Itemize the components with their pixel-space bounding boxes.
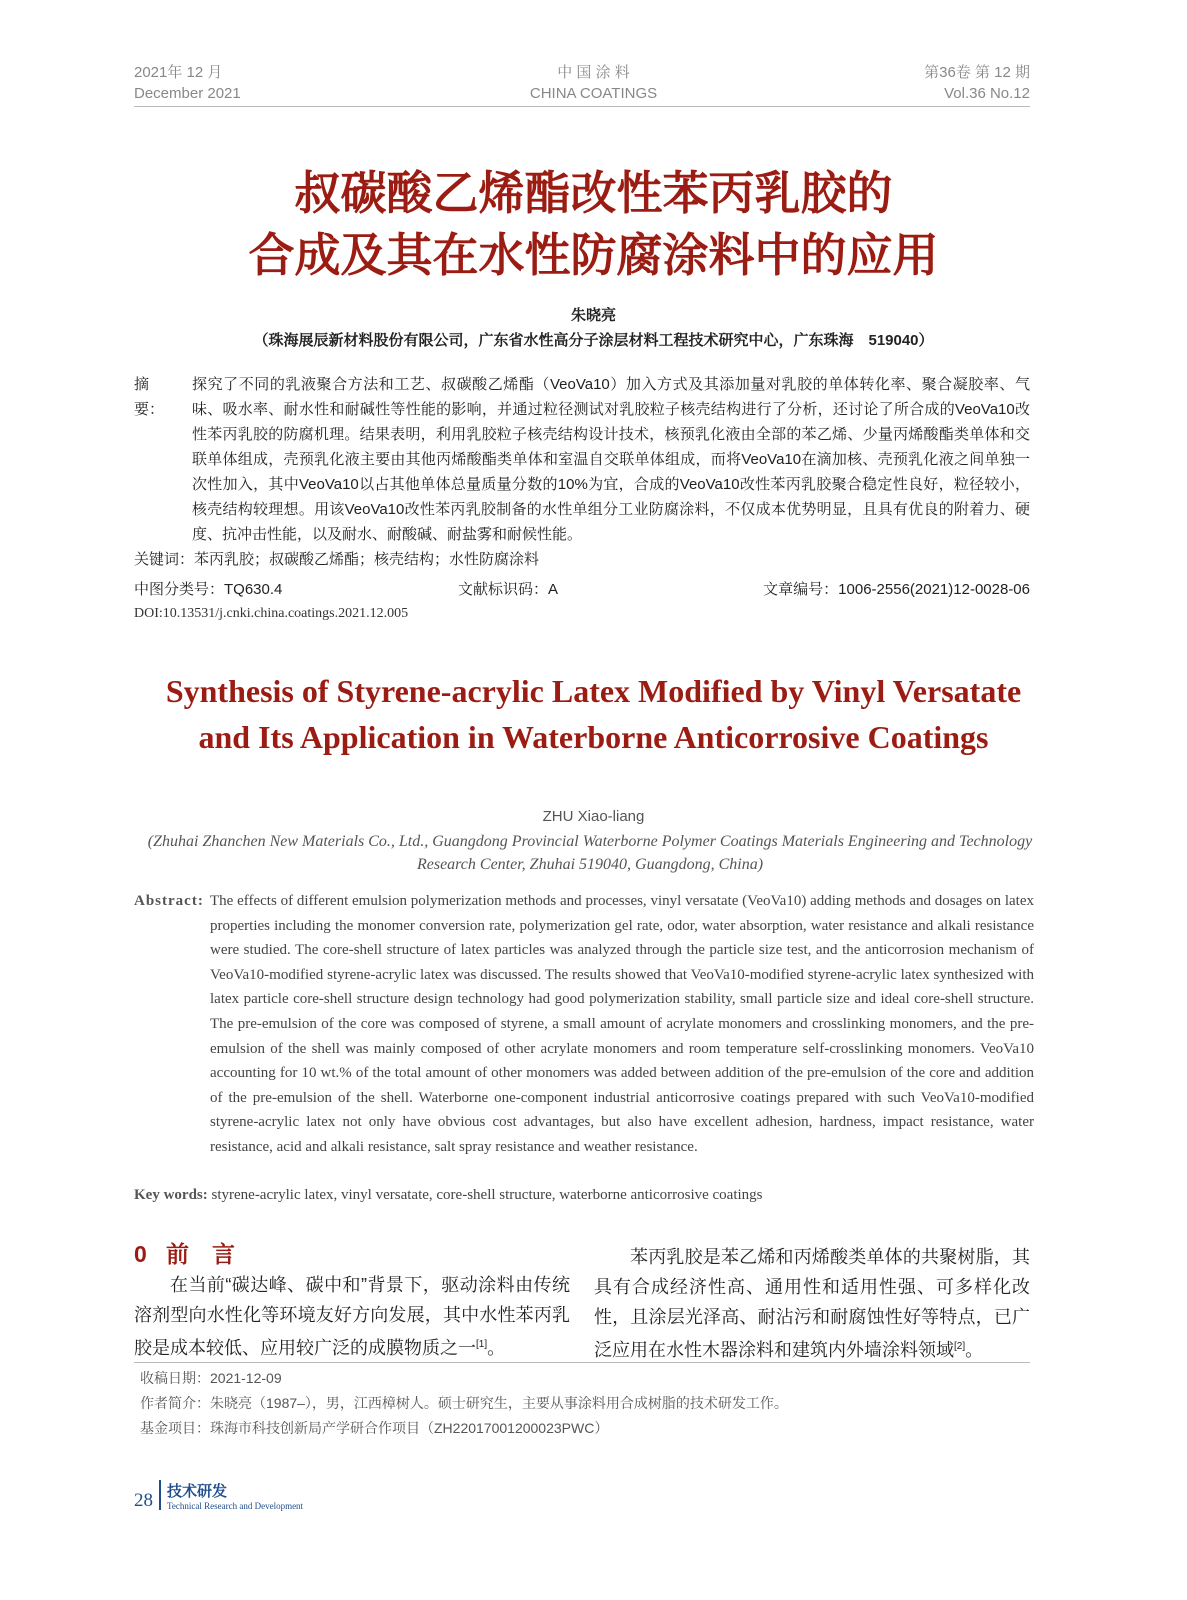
volume-cn: 第36卷 第 12 期 [924,64,1030,81]
abstract-en-label: Abstract: [134,893,204,909]
page-number: 28 [134,1490,153,1511]
page-footer [134,1478,303,1512]
author-bio: 作者简介：朱晓亮（1987–），男，江西樟树人。硕士研究生，主要从事涂料用合成树脂的技术研发工作。 [140,1395,788,1411]
title-cn [0,162,1187,286]
author-cn: 朱晓亮 [570,307,616,324]
abstract-cn-text: 探究了不同的乳液聚合方法和工艺、叔碳酸乙烯酯（VeoVa10）加入方式及其添加量对乳胶的单体转化率、聚合凝胶率、气味、吸水率、耐水性和耐碱性等性能的影响，并通过粒径测试对乳胶粒子核壳结构进行了分析，还讨论了所合成的VeoVa10改性苯丙乳胶的防腐机理。结果表明，利用乳胶粒子核壳结构设计技术，核预乳化液由全部的苯乙烯、少量丙烯酸酯类单体和交联单体组成，壳预乳化液主要由其他丙烯酸酯类单体和室温自交联单体组成，而将VeoVa10在滴加核、壳预乳化液之间单独一次性加入，其中VeoVa10以占其他单体总量质量分数的10%为宜，合成的VeoVa10改性苯丙乳胶聚合稳定性良好，粒径较小，核壳结构较理想。用该VeoVa10改性苯丙乳胶制备的水性单组分工业防腐涂料，不仅成本优势明显，且具有优良的附着力、硬度、抗冲击性能，以及耐水、耐酸碱、耐盐雾和耐候性能。 [192,376,1030,543]
keywords-cn: 关键词：苯丙乳胶；叔碳酸乙烯酯；核壳结构；水性防腐涂料 [134,551,540,568]
body-left-column [134,1270,570,1363]
keywords-en-text: styrene-acrylic latex, vinyl versatate, core-shell structure, waterborne anticorrosive coatings [211,1187,763,1203]
title-cn-line: 叔碳酸乙烯酯改性苯丙乳胶的 [294,167,893,219]
article-number: 文章编号：1006-2556(2021)12-0028-06 [763,581,1030,598]
volume-en: Vol.36 No.12 [944,85,1030,102]
abstract-cn [134,372,1030,547]
funding: 基金项目：珠海市科技创新局产学研合作项目（ZH22017001200023PWC） [140,1420,609,1436]
section-number: 0 [134,1241,147,1267]
header-volume [924,62,1030,104]
body-text-end: 。 [487,1338,506,1358]
affiliation-en: (Zhuhai Zhanchen New Materials Co., Ltd., Guangdong Provincial Waterborne Polymer Coatings Materials Engineering and Technology Research Center, Zhuhai 519040, Guangdong, China) [147,833,1033,873]
section-title: 前 言 [165,1241,235,1267]
document-code: 文献标识码：A [458,581,559,598]
footer-section-en: Technical Research and Development [167,1500,304,1511]
journal-cn: 中 国 涂 料 [557,64,630,81]
header-divider [134,106,1030,107]
body-text-end: 。 [965,1340,984,1360]
keywords-en-label: Key words: [134,1187,208,1203]
body-right-column [594,1242,1030,1365]
received-date: 收稿日期：2021-12-09 [140,1370,282,1386]
footnotes [140,1366,788,1441]
footer-divider [159,1480,161,1510]
date-en: December 2021 [134,85,241,102]
keywords-en [134,1183,763,1208]
affiliation-cn: （珠海展辰新材料股份有限公司，广东省水性高分子涂层材料工程技术研究中心，广东珠海 519040） [253,332,934,349]
footnote-divider [134,1362,1030,1363]
body-text: 苯丙乳胶是苯乙烯和丙烯酸类单体的共聚树脂，其具有合成经济性高、通用性和适用性强、可多样化改性，且涂层光泽高、耐沾污和耐腐蚀性好等特点，已广泛应用在水性木器涂料和建筑内外墙涂料领域 [594,1247,1030,1360]
doi[interactable]: DOI:10.13531/j.cnki.china.coatings.2021.12.005 [134,606,409,621]
title-cn-line: 合成及其在水性防腐涂料中的应用 [248,229,939,281]
author-en: ZHU Xiao-liang [542,808,645,825]
date-cn: 2021年 12 月 [134,64,223,81]
abstract-en-text: The effects of different emulsion polymerization methods and processes, vinyl versatate (VeoVa10) adding methods and dosages on latex properties including the monomer conversion rate, polymerization gel rate, odor, water absorption, water resistance and alkali resistance were studied. The core-shell structure of latex particles was analyzed through the particle size test, and the anticorrosion mechanism of VeoVa10-modified styrene-acrylic latex was discussed. The results showed that VeoVa10-modified styrene-acrylic latex synthesized with latex particle core-shell structure design technology had good polymerization stability, small particle size and ideal core-shell structure. The pre-emulsion of the core was composed of styrene, a small amount of acrylate monomers and crosslinking monomers, and the pre-emulsion of the shell was mainly composed of other acrylate monomers and room temperature self-crosslinking monomers. VeoVa10 accounting for 10 wt.% of the total amount of other monomers was added between addition of the pre-emulsion of the core and addition of the pre-emulsion of the shell. Waterborne one-component industrial anticorrosive coatings prepared with such VeoVa10-modified styrene-acrylic latex not only have obvious cost advantages, but also have excellent adhesion, hardness, impact resistance, water resistance, acid and alkali resistance, salt spray resistance and weather resistance. [210,893,1034,1155]
footer-section-cn: 技术研发 [167,1482,228,1500]
section-heading [134,1236,235,1269]
clc-number: 中图分类号：TQ630.4 [134,581,283,598]
citation[interactable]: [2] [954,1341,966,1352]
abstract-en [134,889,1034,1160]
title-en: Synthesis of Styrene-acrylic Latex Modified by Vinyl Versatate and Its Application in Waterborne Anticorrosive Coatings [165,673,1022,755]
abstract-cn-label: 摘 要： [134,376,165,418]
body-text: 在当前“碳达峰、碳中和”背景下，驱动涂料由传统溶剂型向水性化等环境友好方向发展，其中水性苯丙乳胶是成本较低、应用较广泛的成膜物质之一 [134,1275,570,1358]
journal-en: CHINA COATINGS [529,85,658,102]
citation[interactable]: [1] [476,1339,488,1350]
